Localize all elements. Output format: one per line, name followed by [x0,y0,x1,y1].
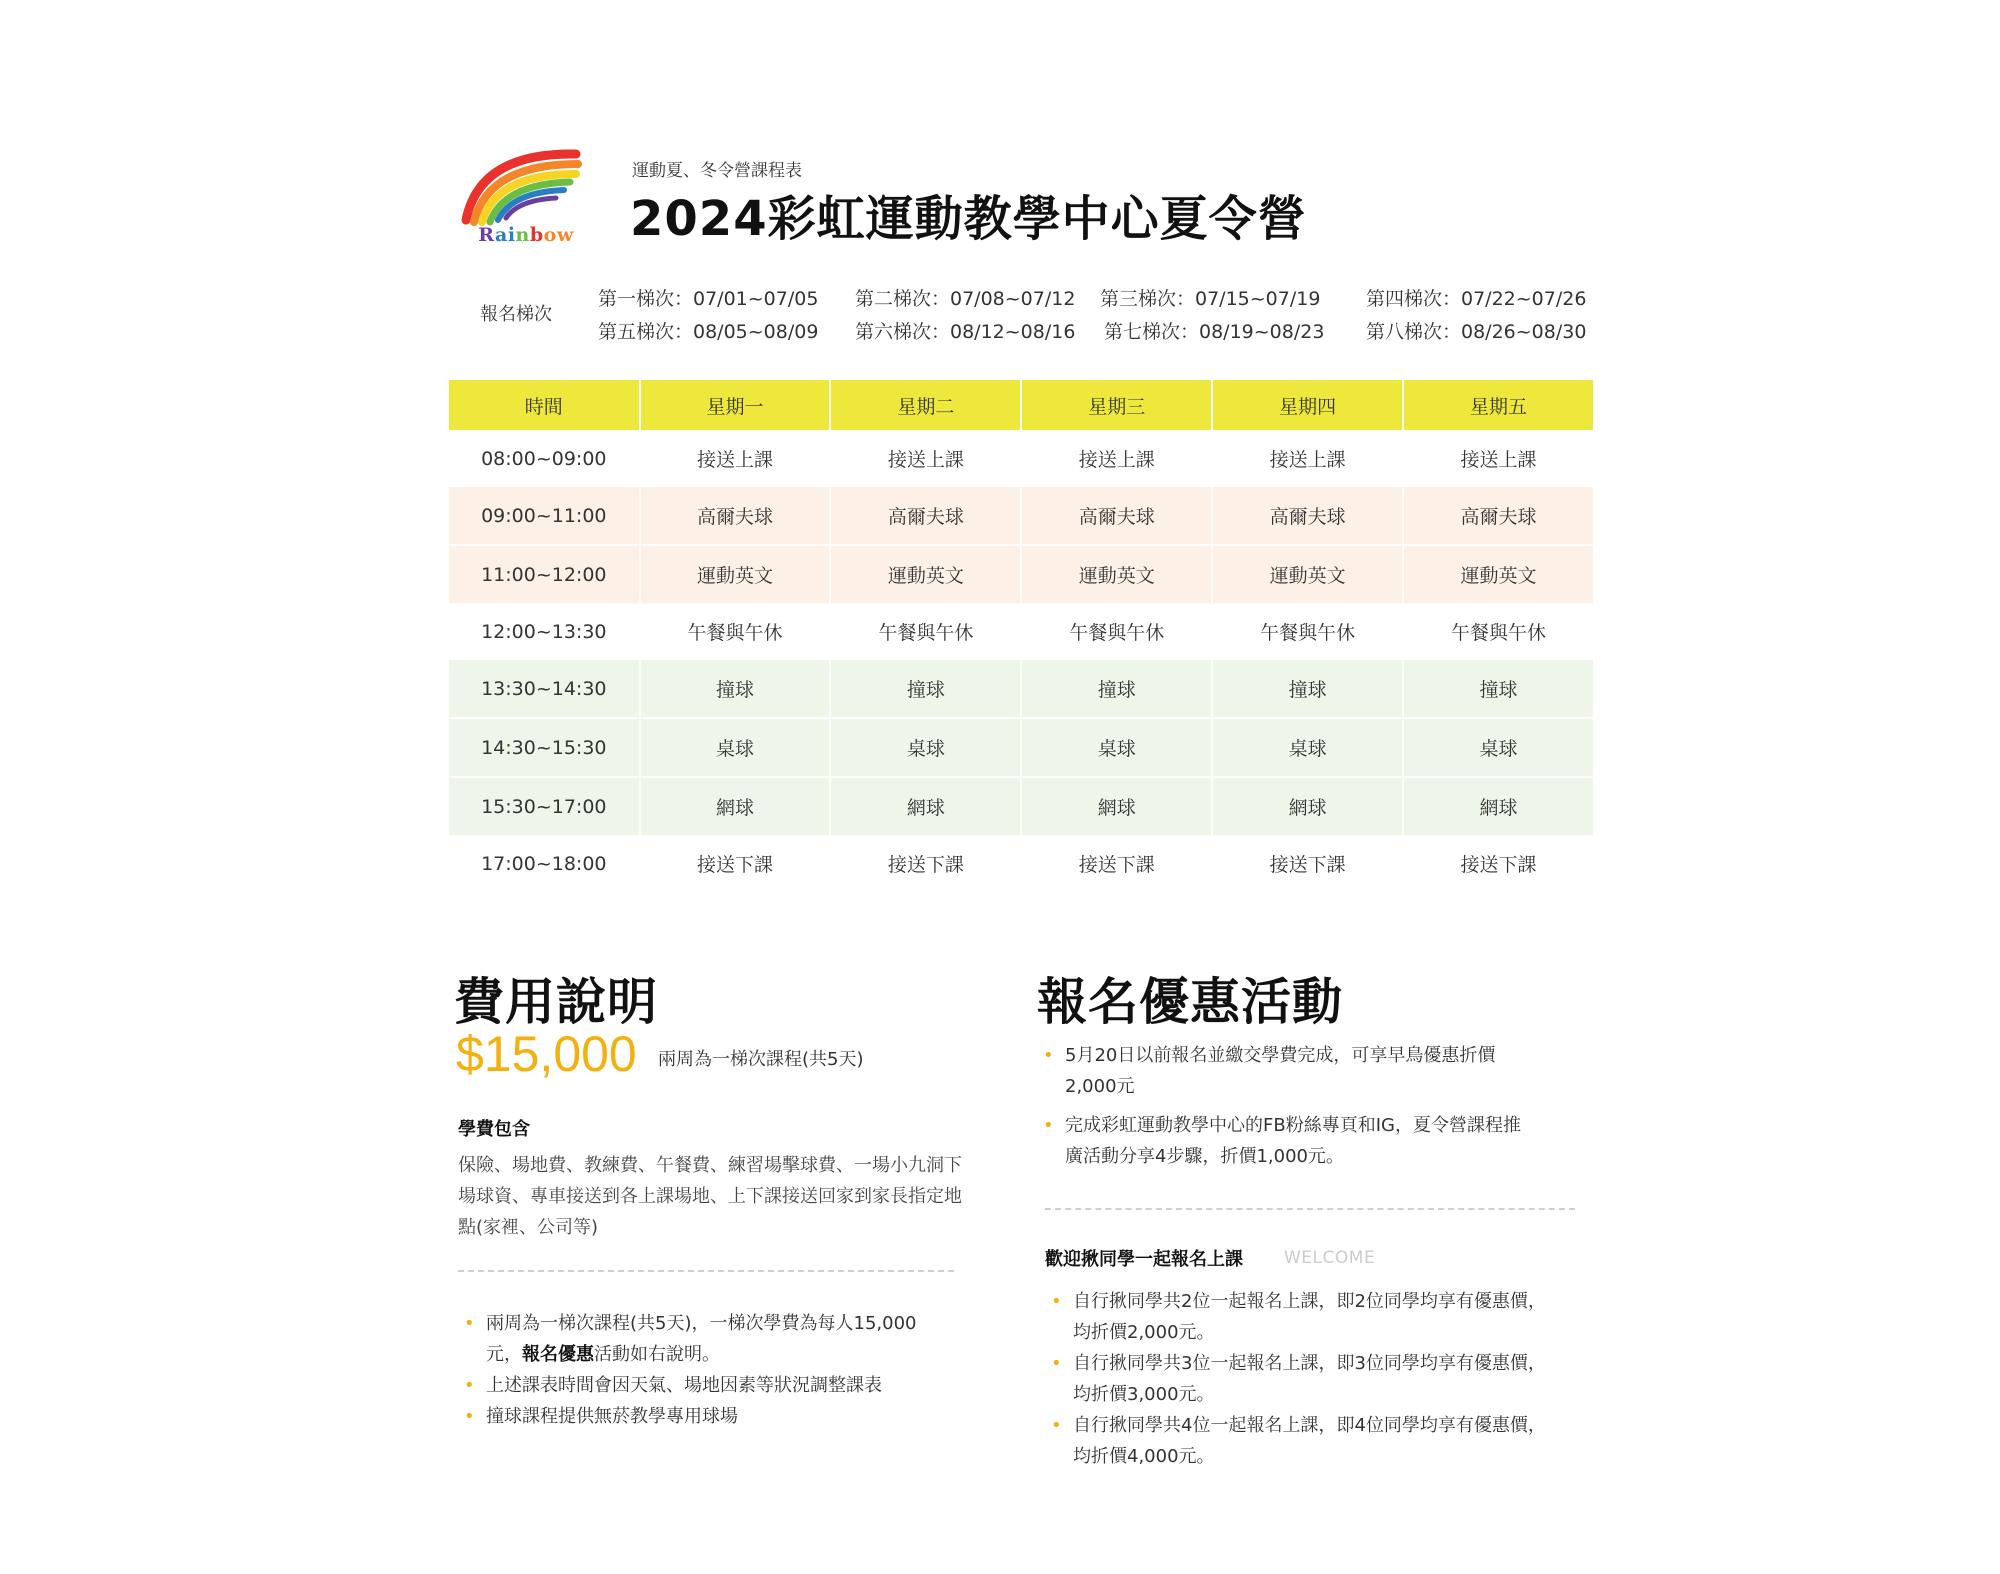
schedule-header-row [449,380,1593,430]
list-item [1045,1410,1555,1472]
activity-cell: 高爾夫球 [1022,487,1213,544]
time-cell: 08:00~09:00 [449,430,641,487]
time-cell: 17:00~18:00 [449,835,641,892]
activity-cell: 桌球 [1404,717,1593,776]
bullet-icon: • [1051,1353,1062,1374]
activity-cell: 接送上課 [1213,430,1404,487]
header-wednesday: 星期三 [1022,380,1213,430]
activity-cell: 高爾夫球 [831,487,1022,544]
activity-cell: 桌球 [1022,717,1213,776]
activity-cell: 高爾夫球 [1404,487,1593,544]
activity-cell: 午餐與午休 [641,603,832,660]
schedule-table [449,380,1593,892]
group-promo-list [1045,1286,1555,1472]
activity-cell: 撞球 [831,660,1022,717]
table-row [449,660,1593,717]
header-thursday: 星期四 [1213,380,1404,430]
promo-heading: 報名優惠活動 [1037,973,1343,1031]
table-row [449,717,1593,776]
rainbow-logo [458,142,588,252]
table-row [449,835,1593,892]
activity-cell: 運動英文 [1213,544,1404,603]
header-monday: 星期一 [641,380,832,430]
activity-cell: 網球 [1404,776,1593,835]
table-row [449,487,1593,544]
activity-cell: 接送下課 [1213,835,1404,892]
list-item [458,1401,928,1432]
activity-cell: 接送上課 [1022,430,1213,487]
list-item [458,1370,928,1401]
note-text: 上述課表時間會因天氣、場地因素等狀況調整課表 [486,1375,882,1396]
note-bold: 報名優惠 [522,1344,594,1365]
activity-cell: 接送上課 [1460,449,1537,471]
page-title: 2024彩虹運動教學中心夏令營 [630,191,1307,247]
activity-cell: 高爾夫球 [641,487,832,544]
bullet-icon: • [1051,1291,1062,1312]
promo-list [1037,1040,1537,1172]
table-row [449,776,1593,835]
note-text: 活動如右說明。 [594,1344,720,1365]
activity-cell: 撞球 [641,660,832,717]
bullet-icon: • [1043,1045,1054,1066]
header-time: 時間 [449,380,641,430]
table-row [449,603,1593,660]
bullet-icon: • [1043,1115,1054,1136]
session-item: 第五梯次：08/05~08/09 [598,321,819,343]
session-item: 第二梯次：07/08~07/12 [855,288,1076,310]
activity-cell: 網球 [831,776,1022,835]
bullet-icon: • [1051,1415,1062,1436]
group-promo-text: 自行揪同學共4位一起報名上課，即4位同學均享有優惠價，均折價4,000元。 [1073,1415,1546,1467]
bullet-icon: • [464,1375,475,1396]
activity-cell: 接送下課 [641,835,832,892]
session-item: 第八梯次：08/26~08/30 [1366,321,1587,343]
welcome-en: WELCOME [1284,1248,1376,1268]
list-item [458,1308,928,1370]
activity-cell: 桌球 [831,717,1022,776]
group-promo-text: 自行揪同學共2位一起報名上課，即2位同學均享有優惠價，均折價2,000元。 [1073,1291,1546,1343]
sessions-label: 報名梯次 [480,304,552,325]
activity-cell: 午餐與午休 [1022,603,1213,660]
time-cell: 09:00~11:00 [449,487,641,544]
activity-cell: 網球 [641,776,832,835]
list-item [1045,1286,1555,1348]
note-text: 兩周為一梯次課程(共5天)，一梯次學費為每人15,000元， [486,1313,917,1365]
activity-cell: 運動英文 [1404,544,1593,603]
list-item [1037,1040,1537,1102]
includes-title: 學費包含 [458,1119,530,1140]
activity-cell: 撞球 [1022,660,1213,717]
note-text: 撞球課程提供無菸教學專用球場 [486,1406,738,1427]
activity-cell: 桌球 [641,717,832,776]
session-item: 第六梯次：08/12~08/16 [855,321,1076,343]
includes-text: 保險、場地費、教練費、午餐費、練習場擊球費、一場小九洞下場球資、專車接送到各上課場地、上下課接送回家到家長指定地點(家裡、公司等) [458,1155,962,1238]
rainbow-icon [458,142,588,232]
time-cell: 11:00~12:00 [449,544,641,603]
activity-cell: 午餐與午休 [1213,603,1404,660]
divider [1045,1208,1575,1210]
list-item [1037,1110,1537,1172]
bullet-icon: • [464,1313,475,1334]
group-promo-text: 自行揪同學共3位一起報名上課，即3位同學均享有優惠價，均折價3,000元。 [1073,1353,1546,1405]
bullet-icon: • [464,1406,475,1427]
activity-cell: 運動英文 [1022,544,1213,603]
list-item [1045,1348,1555,1410]
fees-heading: 費用說明 [454,973,658,1031]
table-row [449,544,1593,603]
activity-cell: 運動英文 [831,544,1022,603]
page-subtitle: 運動夏、冬令營課程表 [632,161,802,181]
activity-cell: 接送下課 [1022,835,1213,892]
activity-cell: 桌球 [1213,717,1404,776]
promo-text: 完成彩虹運動教學中心的FB粉絲專頁和IG，夏令營課程推廣活動分享4步驟，折價1,000元。 [1065,1115,1521,1167]
activity-cell: 午餐與午休 [1451,622,1547,644]
activity-cell: 接送下課 [1460,854,1537,876]
activity-cell: 網球 [1022,776,1213,835]
promo-text: 5月20日以前報名並繳交學費完成，可享早鳥優惠折價2,000元 [1065,1045,1496,1097]
table-row [449,430,1593,487]
header-tuesday: 星期二 [831,380,1022,430]
welcome-title: 歡迎揪同學一起報名上課 [1045,1249,1243,1270]
session-item: 第四梯次：07/22~07/26 [1366,288,1587,310]
session-item: 第三梯次：07/15~07/19 [1100,288,1321,310]
divider [458,1270,954,1272]
session-item: 第七梯次：08/19~08/23 [1104,321,1325,343]
logo-wordmark: Rainbow [478,224,574,246]
activity-cell: 午餐與午休 [831,603,1022,660]
time-cell: 12:00~13:30 [449,603,641,660]
activity-cell: 撞球 [1404,660,1593,717]
activity-cell: 網球 [1213,776,1404,835]
activity-cell: 接送上課 [831,430,1022,487]
activity-cell: 高爾夫球 [1213,487,1404,544]
session-item: 第一梯次：07/01~07/05 [598,288,819,310]
activity-cell: 接送上課 [641,430,832,487]
time-cell: 15:30~17:00 [449,776,641,835]
price: $15,000 [456,1026,637,1082]
time-cell: 13:30~14:30 [449,660,641,717]
activity-cell: 接送下課 [831,835,1022,892]
activity-cell: 運動英文 [641,544,832,603]
header-friday: 星期五 [1404,380,1593,430]
activity-cell: 撞球 [1213,660,1404,717]
price-note: 兩周為一梯次課程(共5天) [658,1049,864,1070]
time-cell: 14:30~15:30 [449,717,641,776]
fee-notes-list [458,1308,928,1432]
